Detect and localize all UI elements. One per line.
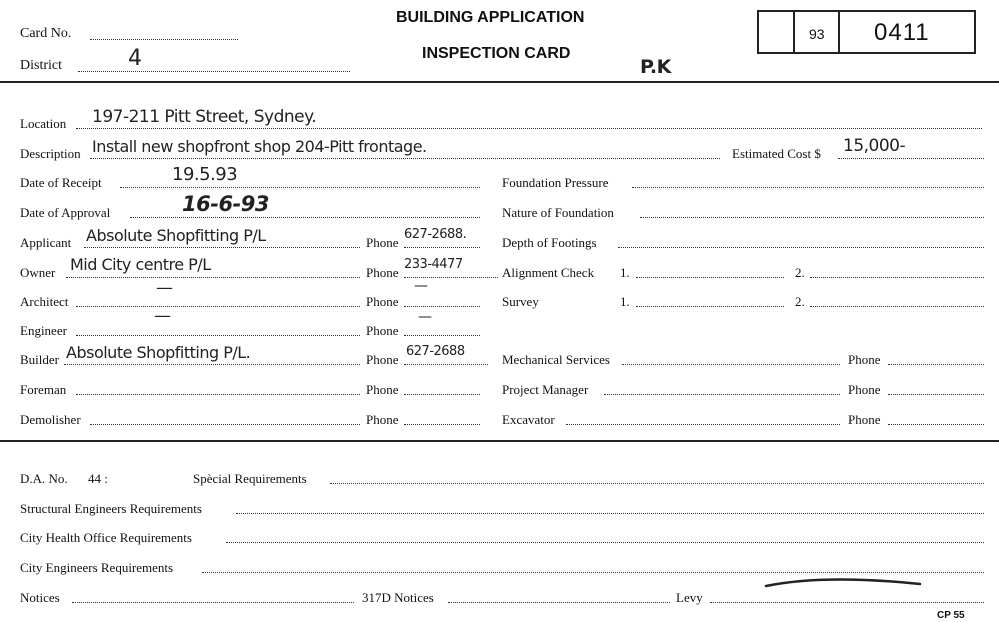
foreman-phone-label: Phone — [366, 382, 399, 397]
demolisher-phone-field[interactable] — [404, 424, 480, 425]
mechanical-services-phone-field[interactable] — [888, 364, 984, 365]
architect-value: — — [156, 278, 173, 298]
applicant-value: Absolute Shopfitting P/L — [86, 226, 266, 245]
card-box-blank — [757, 10, 795, 54]
initials-mark: P.K — [640, 56, 671, 78]
da-no-label: D.A. No. — [20, 471, 68, 486]
builder-label: Builder — [20, 352, 59, 367]
description-field[interactable] — [90, 158, 720, 159]
engineer-label: Engineer — [20, 323, 67, 338]
alignment-check-2-field[interactable] — [810, 277, 984, 278]
foundation-pressure-field[interactable] — [632, 187, 984, 188]
receipt-label: Date of Receipt — [20, 175, 102, 190]
district-value: 4 — [128, 46, 142, 71]
estimated-cost-value: 15,000- — [843, 136, 906, 156]
city-engineers-label: City Engineers Requirements — [20, 560, 174, 575]
city-health-label: City Health Office Requirements — [20, 530, 192, 545]
estimated-cost-field[interactable] — [838, 158, 984, 159]
form-title-line1: BUILDING APPLICATION — [396, 9, 585, 26]
architect-phone-label: Phone — [366, 294, 399, 309]
section-divider — [0, 440, 999, 442]
city-health-field[interactable] — [226, 542, 984, 543]
architect-field[interactable] — [76, 306, 360, 307]
card-no-label: Card No. — [20, 26, 72, 41]
structural-engineers-label: Structural Engineers Requirements — [20, 501, 202, 516]
engineer-phone-field[interactable] — [404, 335, 480, 336]
alignment-check-1-field[interactable] — [636, 277, 784, 278]
form-title-line2: INSPECTION CARD — [422, 45, 571, 62]
applicant-field[interactable] — [84, 247, 360, 248]
foreman-field[interactable] — [76, 394, 360, 395]
alignment-check-2: 2. — [795, 265, 805, 280]
builder-phone-label: Phone — [366, 352, 399, 367]
demolisher-field[interactable] — [90, 424, 360, 425]
estimated-cost-label: Estimated Cost $ — [732, 146, 821, 161]
engineer-value: — — [154, 306, 171, 326]
owner-phone: 233-4477 — [404, 257, 463, 272]
notices-317d-label: 317D Notices — [362, 590, 434, 605]
special-requirements-field[interactable] — [330, 483, 984, 484]
description-label: Description — [20, 146, 81, 161]
approval-label: Date of Approval — [20, 205, 111, 220]
applicant-phone-label: Phone — [366, 235, 399, 250]
foreman-label: Foreman — [20, 382, 67, 397]
applicant-label: Applicant — [20, 235, 72, 250]
owner-field[interactable] — [66, 277, 360, 278]
project-manager-label: Project Manager — [502, 382, 589, 397]
mechanical-services-field[interactable] — [622, 364, 840, 365]
location-label: Location — [20, 116, 67, 131]
owner-phone-label: Phone — [366, 265, 399, 280]
header-divider — [0, 81, 999, 83]
approval-value: 16-6-93 — [182, 192, 269, 216]
card-box-year — [793, 10, 840, 54]
mechanical-services-phone-label: Phone — [848, 352, 881, 367]
engineer-phone: — — [418, 309, 432, 325]
engineer-field[interactable] — [76, 335, 360, 336]
location-value: 197-211 Pitt Street, Sydney. — [92, 107, 317, 127]
builder-phone: 627-2688 — [406, 344, 465, 359]
project-manager-field[interactable] — [604, 394, 840, 395]
architect-label: Architect — [20, 294, 69, 309]
card-no-field[interactable] — [90, 39, 238, 40]
survey-2: 2. — [795, 294, 805, 309]
builder-value: Absolute Shopfitting P/L. — [66, 343, 251, 362]
excavator-field[interactable] — [566, 424, 840, 425]
description-value: Install new shopfront shop 204-Pitt frontage. — [92, 137, 427, 156]
district-field[interactable] — [78, 71, 350, 72]
nature-of-foundation-label: Nature of Foundation — [502, 205, 614, 220]
receipt-field[interactable] — [120, 187, 480, 188]
location-field[interactable] — [76, 128, 982, 129]
project-manager-phone-field[interactable] — [888, 394, 984, 395]
survey-1: 1. — [620, 294, 630, 309]
excavator-phone-field[interactable] — [888, 424, 984, 425]
demolisher-label: Demolisher — [20, 412, 81, 427]
district-label: District — [20, 58, 62, 73]
owner-label: Owner — [20, 265, 56, 280]
levy-field[interactable] — [710, 602, 984, 603]
survey-1-field[interactable] — [636, 306, 784, 307]
notices-317d-field[interactable] — [448, 602, 670, 603]
foreman-phone-field[interactable] — [404, 394, 480, 395]
notices-label: Notices — [20, 590, 60, 605]
excavator-phone-label: Phone — [848, 412, 881, 427]
card-number: 0411 — [874, 19, 930, 46]
nature-of-foundation-field[interactable] — [640, 217, 984, 218]
depth-of-footings-label: Depth of Footings — [502, 235, 597, 250]
alignment-check-1: 1. — [620, 265, 630, 280]
engineer-phone-label: Phone — [366, 323, 399, 338]
survey-label: Survey — [502, 294, 539, 309]
levy-label: Levy — [676, 590, 703, 605]
mechanical-services-label: Mechanical Services — [502, 352, 610, 367]
city-engineers-field[interactable] — [202, 572, 984, 573]
levy-pen-stroke — [764, 574, 924, 592]
architect-phone: — — [414, 278, 428, 294]
card-box-number — [838, 10, 976, 54]
survey-2-field[interactable] — [810, 306, 984, 307]
applicant-phone: 627-2688. — [404, 227, 467, 242]
owner-value: Mid City centre P/L — [70, 255, 211, 274]
depth-of-footings-field[interactable] — [618, 247, 984, 248]
alignment-check-label: Alignment Check — [502, 265, 595, 280]
project-manager-phone-label: Phone — [848, 382, 881, 397]
architect-phone-field[interactable] — [404, 306, 480, 307]
special-requirements-label: Spècial Requirements — [193, 471, 307, 486]
structural-engineers-field[interactable] — [236, 513, 984, 514]
excavator-label: Excavator — [502, 412, 555, 427]
builder-field[interactable] — [64, 364, 360, 365]
receipt-value: 19.5.93 — [172, 164, 238, 185]
notices-field[interactable] — [72, 602, 354, 603]
da-no-value: 44 : — [88, 471, 108, 486]
applicant-phone-field[interactable] — [404, 247, 480, 248]
foundation-pressure-label: Foundation Pressure — [502, 175, 609, 190]
demolisher-phone-label: Phone — [366, 412, 399, 427]
approval-field[interactable] — [130, 217, 480, 218]
form-code: CP 55 — [937, 610, 965, 621]
card-year: 93 — [809, 26, 825, 42]
builder-phone-field[interactable] — [404, 364, 488, 365]
